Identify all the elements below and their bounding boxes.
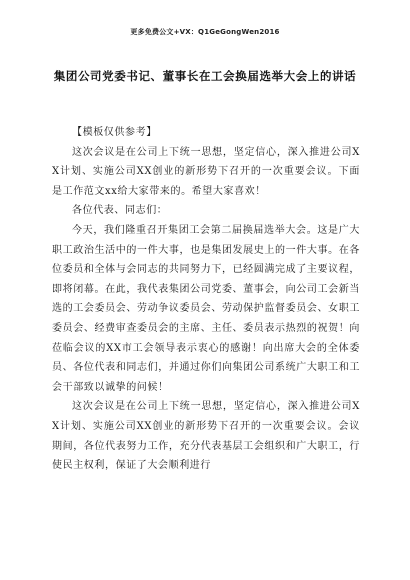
body-paragraph: 这次会议是在公司上下统一思想，坚定信心，深入推进公司XX计划、实施公司XX创业的新形势下召开的一次重要会议。会议期间，各位代表努力工作，充分代表基层工会组织和广大职工，行使民主权利，保证了大会顺利进行 [52, 401, 360, 472]
template-notice: 【模板仅供参考】 [72, 127, 157, 138]
document-title: 集团公司党委书记、董事长在工会换届选举大会上的讲话 [53, 69, 357, 83]
document-body [52, 123, 360, 476]
body-paragraph: 今天，我们隆重召开集团工会第二届换届选举大会。这是广大职工政治生活中的一件大事，也是集团发展史上的一件大事。在各位委员和全体与会同志的共同努力下，已经圆满完成了主要议程，即将闭幕。在此，我代表集团公司党委、董事会，向公司工会新当选的工会委员会、劳动争议委员会、劳动保护监督委员会、女职工委员会、经费审查委员会的主席、主任、委员表示热烈的祝贺！向莅临会议的XX市工会领导表示衷心的感谢！向出席大会的全体委员、各位代表和同志们，并通过你们向集团公司系统广大职工和工会干部致以诚挚的问候！ [52, 224, 360, 393]
salutation: 各位代表、同志们： [72, 205, 168, 217]
body-paragraph: 这次会议是在公司上下统一思想，坚定信心，深入推进公司XX计划、实施公司XX创业的新形势下召开的一次重要会议。下面是工作范文xx给大家带来的。希望大家喜欢！ [52, 146, 360, 197]
header-promo-note: 更多免费公文+VX：Q1GeGongWen2016 [130, 28, 280, 36]
